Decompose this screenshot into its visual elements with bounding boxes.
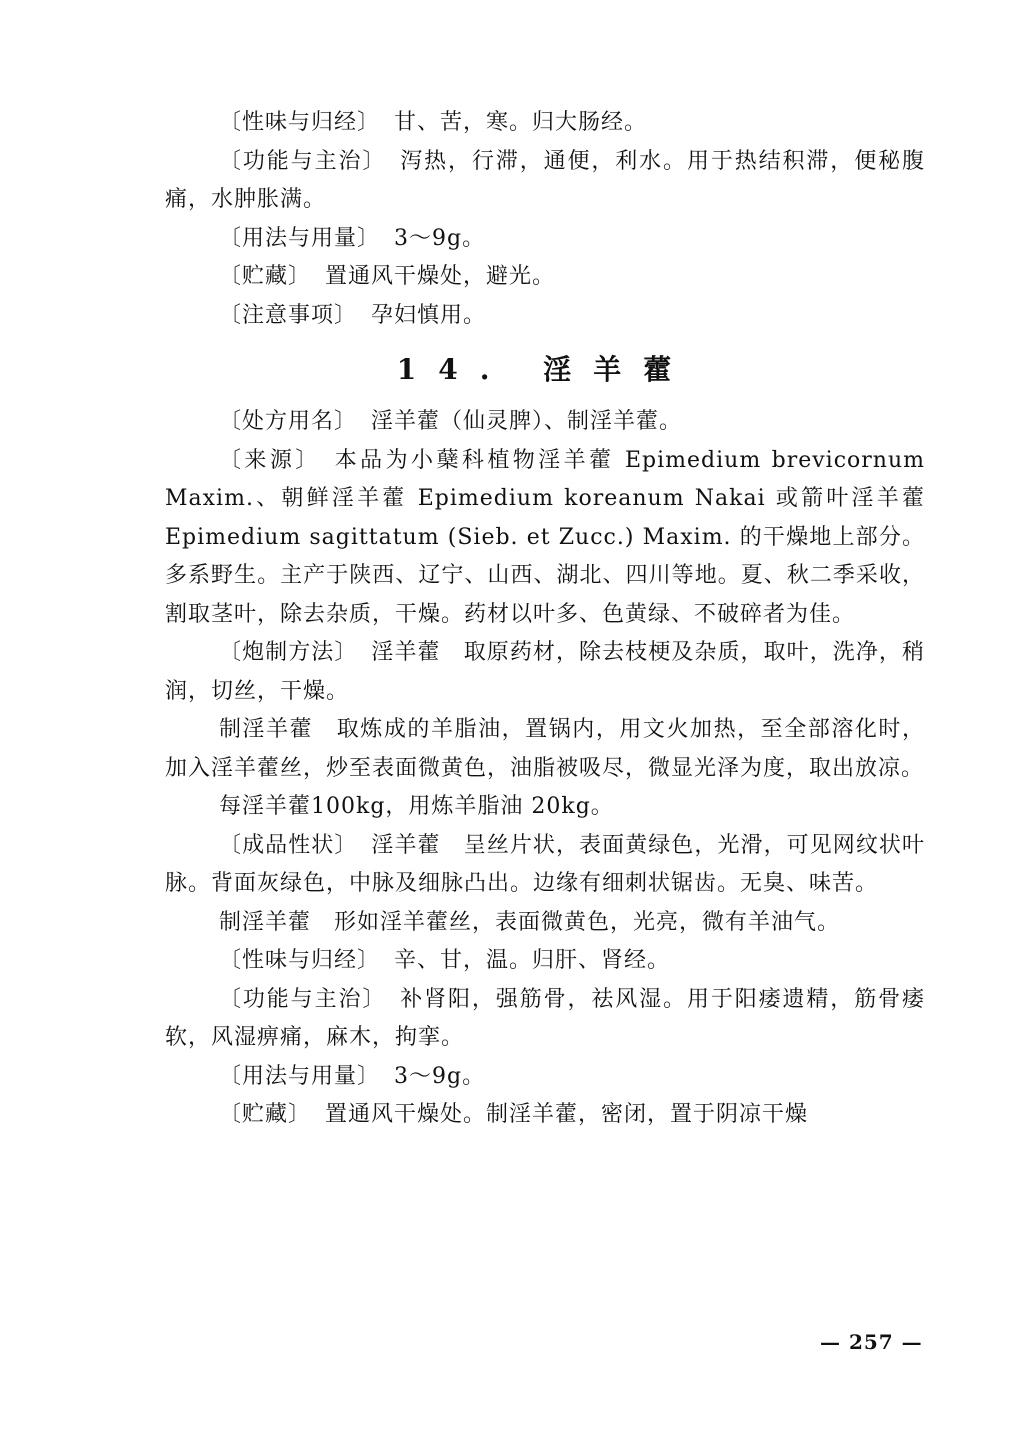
entry-usage: 〔用法与用量〕 3～9g。 (219, 1063, 486, 1089)
page-number: — 257 — (820, 1330, 923, 1354)
prev-storage: 〔贮藏〕 置通风干燥处，避光。 (219, 264, 556, 289)
entry-process-2: 制淫羊藿 取炼成的羊脂油，置锅内，用文火加热，至全部溶化时，加入淫羊藿丝，炒至表面微黄色，油脂被吸尽，微显光泽为度，取出放凉。 (165, 717, 925, 781)
entry-product-2: 制淫羊藿 形如淫羊藿丝，表面微黄色，光亮，微有羊油气。 (219, 909, 841, 935)
prev-usage: 〔用法与用量〕 3～9g。 (219, 225, 486, 251)
prev-function: 〔功能与主治〕 泻热，行滞，通便，利水。用于热结积滞，便秘腹痛，水肿胀满。 (165, 148, 925, 212)
entry-taste: 〔性味与归经〕 辛、甘，温。归肝、肾经。 (219, 948, 671, 973)
entry-names: 〔处方用名〕 淫羊藿（仙灵脾）、制淫羊藿。 (219, 409, 683, 434)
page-body (165, 104, 925, 1135)
prev-caution: 〔注意事项〕 孕妇慎用。 (219, 302, 487, 328)
prev-taste: 〔性味与归经〕 甘、苦，寒。归大肠经。 (219, 110, 648, 135)
entry-storage: 〔贮藏〕 置通风干燥处。制淫羊藿，密闭，置于阴凉干燥 (219, 1102, 809, 1127)
entry-product: 〔成品性状〕 淫羊藿 呈丝片状，表面黄绿色，光滑，可见网纹状叶脉。背面灰绿色，中脉及细脉凸出。边缘有细刺状锯齿。无臭、味苦。 (165, 832, 925, 896)
entry-process: 〔炮制方法〕 淫羊藿 取原药材，除去枝梗及杂质，取叶，洗净，稍润，切丝，干燥。 (165, 640, 925, 704)
entry-title: 14. 淫羊藿 (396, 353, 694, 386)
entry-function: 〔功能与主治〕 补肾阳，强筋骨，祛风湿。用于阳痿遗精，筋骨痿软，风湿痹痛，麻木，拘挛。 (165, 986, 925, 1050)
entry-ratio: 每淫羊藿100kg，用炼羊脂油 20kg。 (219, 794, 614, 819)
entry-source: 〔来源〕 本品为小蘖科植物淫羊藿 Epimedium brevicornum Maxim.、朝鲜淫羊藿 Epimedium koreanum Nakai 或箭叶淫羊藿 Epimedium sagittatum (Sieb. et Zucc.) Maxim. 的干燥地上部分。多系野生。主产于陕西、辽宁、山西、湖北、四川等地。夏、秋二季采收，割取茎叶，除去杂质，干燥。药材以叶多、色黄绿、不破碎者为佳。 (165, 447, 925, 627)
